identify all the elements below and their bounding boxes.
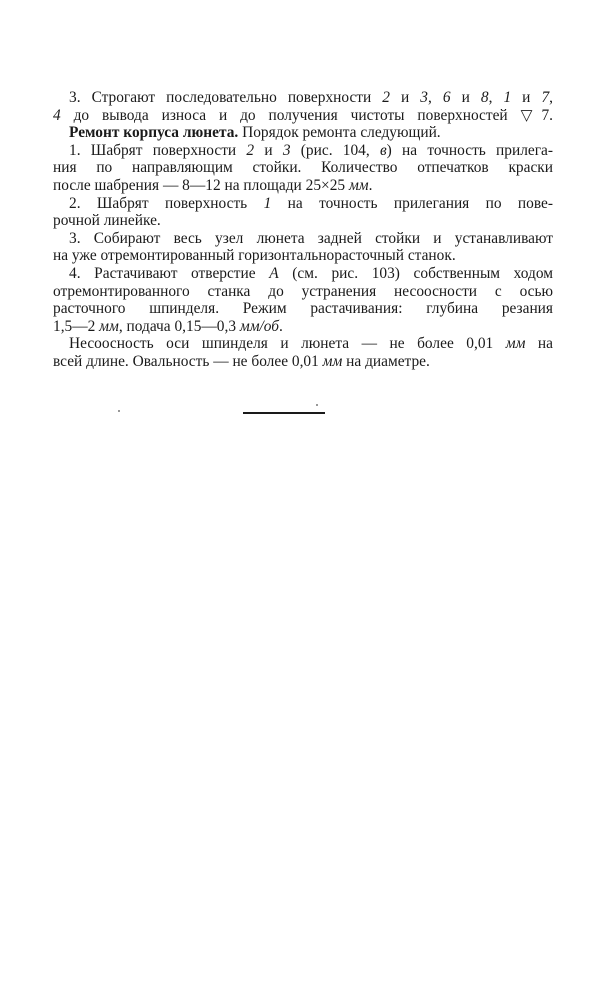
unit: мм/об — [239, 317, 280, 335]
unit: мм — [322, 352, 343, 370]
text-line — [53, 89, 553, 107]
hole-label: А — [269, 264, 279, 282]
surface-number: 8 — [480, 89, 489, 106]
surface-number: 1 — [503, 89, 512, 106]
text-run: (рис. 104, — [290, 141, 380, 159]
paragraph-step-4 — [53, 265, 553, 335]
surface-number: 7 — [541, 89, 550, 106]
surface-number: 6 — [442, 89, 451, 106]
text-run: Порядок ремонта следующий. — [238, 124, 441, 142]
document-page — [53, 89, 553, 371]
unit: мм — [348, 176, 369, 194]
surface-number: 1 — [263, 194, 272, 212]
text-line — [53, 195, 553, 213]
text-line: расточного шпинделя. Режим растачивания: глубина резания — [53, 300, 553, 318]
heading-title: Ремонт корпуса люнета. — [69, 124, 239, 142]
text-run: на точность прилегания по пове- — [271, 194, 553, 212]
paragraph-step-2 — [53, 195, 553, 230]
text-line — [53, 107, 553, 125]
text-line — [53, 353, 553, 371]
text-run: и — [389, 89, 421, 106]
surface-number: 2 — [246, 141, 255, 159]
text-line — [53, 142, 553, 160]
text-line: рочной линейке. — [53, 212, 161, 230]
text-run: на — [525, 335, 553, 353]
text-run: 3. Строгают последовательно поверхности — [69, 89, 383, 106]
text-line: ния по направляющим стойки. Количество отпечатков краски — [53, 159, 553, 177]
figure-ref: в — [379, 141, 387, 159]
surface-number: 3 — [420, 89, 428, 106]
paragraph-step-1 — [53, 142, 553, 195]
section-heading — [53, 124, 553, 142]
text-line — [53, 265, 553, 283]
text-run: Несоосность оси шпинделя и люнета — не более 0,01 — [69, 335, 506, 353]
text-run: 2. Шабрят поверхность — [69, 194, 264, 212]
text-line: на уже отремонтированный горизонтальнорасточный станок. — [53, 247, 456, 265]
text-line: 3. Собирают весь узел люнета задней стойки и устанавливают — [69, 229, 553, 247]
text-line — [53, 318, 553, 336]
text-run: . — [279, 317, 283, 335]
text-line: отремонтированного станка до устранения несоосности с осью — [53, 282, 553, 300]
unit: мм — [99, 317, 119, 335]
scan-speck — [316, 404, 318, 406]
text-run: 1. Шабрят поверхности — [69, 141, 247, 159]
paragraph-tolerances — [53, 335, 553, 370]
surface-number: 4 — [53, 106, 61, 124]
text-run: 4. Растачивают отверстие — [69, 264, 270, 282]
text-run: , — [549, 89, 553, 106]
text-run: и — [450, 89, 481, 106]
text-run: 1,5—2 — [53, 317, 100, 335]
text-run: после шабрения — 8—12 на площади 25×25 — [53, 176, 349, 194]
surface-number: 3 — [282, 141, 291, 159]
text-run: . — [368, 176, 373, 194]
text-run: и — [254, 141, 283, 159]
paragraph-step-3 — [53, 230, 553, 265]
text-run: ) на точность прилега- — [386, 141, 554, 159]
text-run: (см. рис. 103) собственным ходом — [278, 264, 554, 282]
text-run: , — [488, 89, 504, 106]
text-line — [53, 335, 553, 353]
text-line — [53, 124, 553, 142]
scan-speck — [118, 410, 120, 412]
text-run: на диаметре. — [342, 352, 430, 370]
text-line — [53, 177, 553, 195]
text-run: всей длине. Овальность — не более 0,01 — [53, 352, 323, 370]
paragraph-planing — [53, 89, 553, 124]
unit: мм — [505, 335, 526, 353]
surface-number: 2 — [382, 89, 390, 106]
text-run: , подача 0,15—0,3 — [118, 317, 240, 335]
section-end-rule — [243, 412, 325, 414]
text-run: и — [511, 89, 542, 106]
text-run: до вывода износа и до получения чистоты поверхностей ▽7. — [60, 106, 553, 124]
text-run: , — [427, 89, 443, 106]
